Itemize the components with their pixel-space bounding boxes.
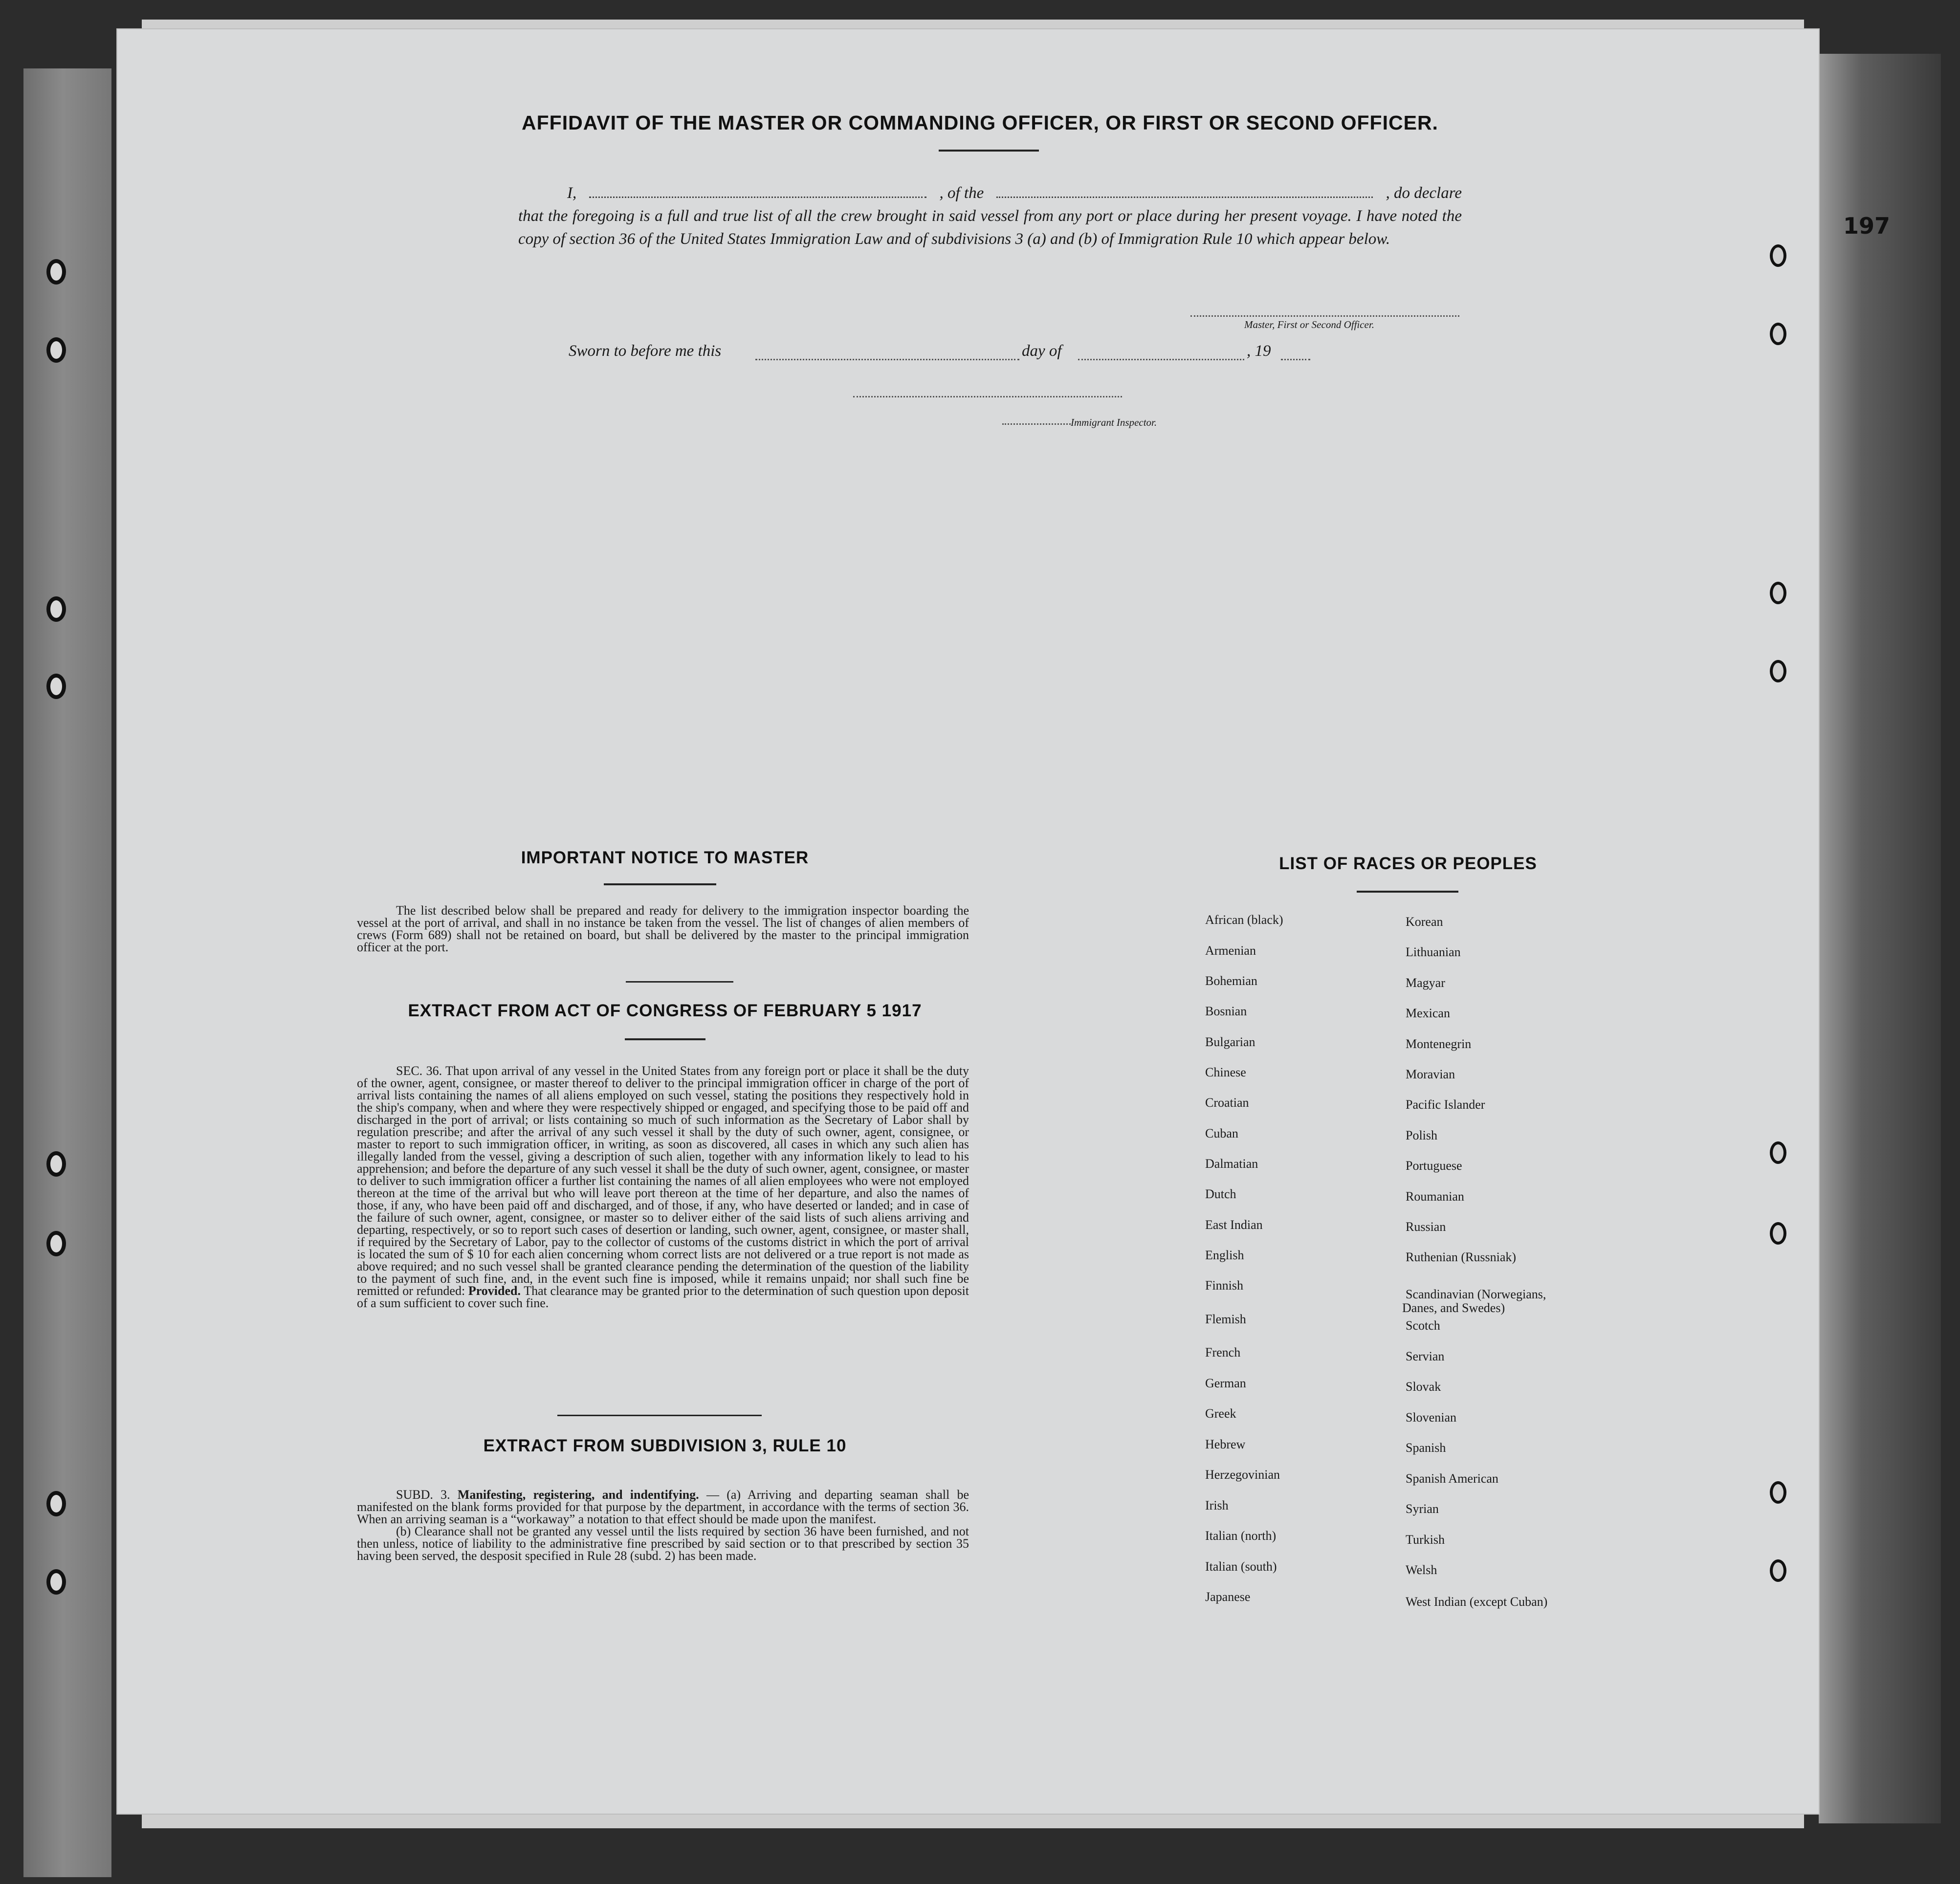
signature-caption: Master, First or Second Officer. <box>1244 319 1374 330</box>
race-entry: Danes, and Swedes) <box>1402 1301 1505 1315</box>
page-hole <box>1770 1222 1786 1245</box>
binder-hole <box>46 674 66 699</box>
race-entry: Finnish <box>1205 1278 1244 1293</box>
page-hole <box>1770 660 1786 682</box>
notice-text <box>357 904 969 953</box>
race-entry: Pacific Islander <box>1406 1097 1485 1112</box>
divider <box>557 1415 762 1416</box>
race-entry: Bohemian <box>1205 974 1257 988</box>
race-entry: Croatian <box>1205 1095 1249 1110</box>
race-entry: Italian (north) <box>1205 1529 1277 1543</box>
race-entry: Servian <box>1406 1349 1445 1363</box>
race-entry: Moravian <box>1406 1067 1455 1081</box>
race-entry: Turkish <box>1406 1533 1445 1547</box>
race-entry: Ruthenian (Russniak) <box>1406 1250 1517 1264</box>
race-entry: Lithuanian <box>1406 945 1461 959</box>
race-entry: Polish <box>1406 1128 1438 1142</box>
subd-label: SUBD. 3. <box>396 1488 450 1502</box>
race-entry: Hebrew <box>1205 1437 1246 1451</box>
race-entry: German <box>1205 1376 1246 1390</box>
race-entry: Chinese <box>1205 1065 1246 1079</box>
day-of-label: day of <box>1022 342 1062 360</box>
race-entry: Cuban <box>1205 1126 1238 1140</box>
sworn-year-field[interactable] <box>1281 359 1310 360</box>
race-entry: Mexican <box>1406 1006 1450 1020</box>
sworn-date-field[interactable] <box>755 359 1019 360</box>
sworn-label: Sworn to before me this <box>569 342 722 360</box>
subd-heading: Manifesting, registering, and indentifying. <box>457 1488 699 1502</box>
divider <box>1357 891 1458 893</box>
rule-extract-title: EXTRACT FROM SUBDIVISION 3, RULE 10 <box>483 1436 847 1455</box>
divider <box>626 981 733 983</box>
inspector-signature-line[interactable] <box>853 396 1122 397</box>
race-entry: Spanish <box>1406 1441 1446 1455</box>
race-entry: French <box>1205 1345 1241 1359</box>
inspector-caption: Immigrant Inspector. <box>1071 416 1157 428</box>
notice-title: IMPORTANT NOTICE TO MASTER <box>521 848 809 867</box>
race-entry: Spanish American <box>1406 1471 1498 1486</box>
binder-strip <box>23 68 111 1877</box>
race-entry: Japanese <box>1205 1590 1251 1604</box>
sworn-month-field[interactable] <box>1078 359 1244 360</box>
para-b: (b) Clearance shall not be granted any vessel until the lists required by section 36 have been furnished, and not then unless, notice of liability to the administrative fine prescribed by said section or to that prescribed by section 35 having been served, the desposit specified in Rule 28 (subd. 2) has been made. <box>357 1524 969 1563</box>
race-entry: Bosnian <box>1205 1004 1247 1018</box>
page-hole <box>1770 1559 1786 1582</box>
race-entry: Scotch <box>1406 1318 1440 1333</box>
officer-name-field[interactable] <box>589 197 926 198</box>
divider <box>604 883 716 885</box>
do-declare-label: , do declare <box>1386 184 1462 202</box>
race-entry: Syrian <box>1406 1502 1439 1516</box>
race-entry: Irish <box>1205 1498 1229 1512</box>
race-entry: Greek <box>1205 1406 1236 1421</box>
binder-hole <box>46 1491 66 1516</box>
affidavit-declaration <box>518 182 1462 251</box>
binder-hole <box>46 1231 66 1256</box>
races-title: LIST OF RACES OR PEOPLES <box>1279 854 1537 873</box>
race-entry: Montenegrin <box>1406 1037 1472 1051</box>
race-entry: Italian (south) <box>1205 1559 1277 1574</box>
race-entry: Armenian <box>1205 943 1256 958</box>
race-entry: Flemish <box>1205 1312 1246 1326</box>
year-label: , 19 <box>1247 342 1271 360</box>
binder-hole <box>46 1151 66 1177</box>
race-entry: African (black) <box>1205 913 1283 927</box>
race-entry: East Indian <box>1205 1218 1263 1232</box>
race-entry: Roumanian <box>1406 1189 1464 1204</box>
race-entry: English <box>1205 1248 1244 1262</box>
affidavit-title: AFFIDAVIT OF THE MASTER OR COMMANDING OFFICER, OR FIRST OR SECOND OFFICER. <box>522 111 1438 134</box>
i-label: I, <box>567 184 577 202</box>
race-entry: Slovak <box>1406 1380 1441 1394</box>
race-entry: Slovenian <box>1406 1410 1456 1424</box>
race-entry: Russian <box>1406 1220 1446 1234</box>
page-hole <box>1770 582 1786 604</box>
divider <box>939 150 1039 152</box>
vessel-name-field[interactable] <box>996 197 1373 198</box>
race-entry: Bulgarian <box>1205 1035 1255 1049</box>
binder-hole <box>46 259 66 285</box>
race-entry: West Indian (except Cuban) <box>1406 1595 1548 1609</box>
race-entry: Dutch <box>1205 1187 1236 1201</box>
race-entry: Scandinavian (Norwegians, <box>1406 1287 1546 1301</box>
act-extract-text <box>357 1065 969 1309</box>
act-extract-title: EXTRACT FROM ACT OF CONGRESS OF FEBRUARY 5 1917 <box>408 1001 922 1020</box>
binder-hole <box>46 337 66 363</box>
race-entry: Magyar <box>1406 976 1445 990</box>
affidavit-statement: that the foregoing is a full and true list of all the crew brought in said vessel from any port or place during her present voyage. I have noted the copy of section 36 of the United States Immigration Law and of subdivisions 3 (a) and (b) of Immigration Rule 10 which appear below. <box>518 207 1462 248</box>
page-hole <box>1770 323 1786 345</box>
divider <box>625 1038 705 1040</box>
of-the-label: , of the <box>939 184 984 202</box>
page-number-stamp: 197 <box>1843 213 1891 239</box>
page-hole <box>1770 1481 1786 1504</box>
provided-label: Provided. <box>468 1284 521 1298</box>
stacked-page-edges <box>1819 54 1941 1823</box>
para-a: — (a) Arriving and departing seaman shall be manifested on the blank forms provided for that purpose by the department, in accordance with the terms of section 36. When an arriving seaman is a “workaway” a notation to that effect should be made upon the manifest. <box>357 1488 969 1526</box>
section-36-text-end: That clearance may be granted prior to the determination of such question upon deposit of a sum sufficient to cover such fine. <box>357 1284 969 1310</box>
binder-hole <box>46 596 66 622</box>
page-hole <box>1770 244 1786 267</box>
race-entry: Welsh <box>1406 1563 1437 1577</box>
rule-extract-text <box>357 1489 969 1562</box>
race-entry: Korean <box>1406 915 1443 929</box>
master-signature-line[interactable] <box>1190 315 1459 317</box>
race-entry: Portuguese <box>1406 1159 1462 1173</box>
inspector-lead-line <box>1002 423 1071 425</box>
section-36-text: SEC. 36. That upon arrival of any vessel in the United States from any foreign port or place it shall be the duty of the owner, agent, consignee, or master thereof to deliver to the principal immigration officer in charge of the port of arrival lists containing the names of all aliens employed on such vessel, stating the positions they respectively hold in the ship's company, when and where they were respectively shipped or engaged, and specifying those to be paid off and discharged in the port of arrival; or lists containing so much of such information as the Secretary of Labor shall by regulation prescribe; and after the arrival of any such vessel it shall by the duty of such owner, agent, consignee, or master to report to such immigration officer, in writing, as soon as discovered, all cases in which any such alien has illegally landed from the vessel, giving a description of such alien, together with any information likely to lead to his apprehension; and before the departure of any such vessel it shall be the duty of such owner, agent, consignee, or master to deliver to such immigration officer a further list containing the names of all alien employees who were not employed thereon at the time of the arrival but who will leave port thereon at the time of her departure, and also the names of those, if any, who have been paid off and discharged, and of those, if any, who have deserted or landed; and in case of the failure of such owner, agent, consignee, or master so to deliver either of the said lists of such aliens arriving and departing, respectively, or so to report such cases of desertion or landing, such owner, agent, consignee, or master shall, if required by the Secretary of Labor, pay to the collector of customs of the customs district in which the port of arrival is located the sum of $ 10 for each alien concerning whom correct lists are not delivered or a true report is not made as above required; and no such vessel shall be granted clearance pending the determination of the question of the liability to the payment of such fine, and, in the event such fine is imposed, while it remains unpaid; nor shall such fine be remitted or refunded: <box>357 1064 969 1298</box>
race-entry: Dalmatian <box>1205 1157 1258 1171</box>
race-entry: Herzegovinian <box>1205 1468 1280 1482</box>
page-hole <box>1770 1141 1786 1164</box>
notice-paragraph: The list described below shall be prepared and ready for delivery to the immigration inspector boarding the vessel at the port of arrival, and shall in no instance be taken from the vessel. The list of changes of alien members of crews (Form 689) shall not be retained on board, but shall be delivered by the master to the principal immigration officer at the port. <box>357 903 969 954</box>
binder-hole <box>46 1569 66 1595</box>
